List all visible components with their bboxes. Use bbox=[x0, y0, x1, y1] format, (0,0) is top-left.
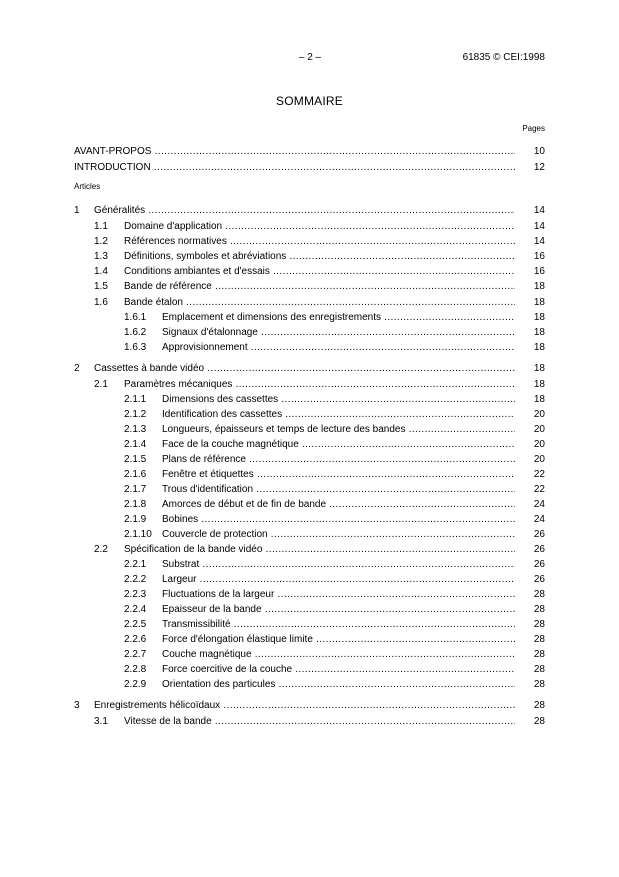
toc-entry-number: 2.2.5 bbox=[124, 619, 147, 630]
toc-entry-page: 18 bbox=[533, 342, 545, 353]
toc-entry-number: 2.2.8 bbox=[124, 664, 147, 675]
toc-entry[interactable] bbox=[0, 311, 619, 325]
toc-entry[interactable] bbox=[0, 204, 619, 218]
toc-entry-title: Orientation des particules ..... bbox=[162, 678, 515, 692]
toc-entry-title: Définitions, symboles et abréviations ..... bbox=[124, 250, 515, 264]
toc-entry-title: Couvercle de protection ..... bbox=[162, 528, 515, 542]
toc-entry[interactable] bbox=[0, 161, 619, 175]
toc-entry[interactable] bbox=[0, 453, 619, 467]
toc-entry-number: 2 bbox=[74, 363, 80, 374]
toc-entry-page: 18 bbox=[533, 281, 545, 292]
toc-entry-number: 1.6.1 bbox=[124, 312, 147, 323]
toc-entry-number: 2.1.2 bbox=[124, 409, 147, 420]
toc-entry-title: Signaux d'étalonnage ..... bbox=[162, 326, 515, 340]
toc-entry-title: INTRODUCTION ..... bbox=[74, 161, 515, 175]
toc-entry[interactable] bbox=[0, 588, 619, 602]
toc-entry[interactable] bbox=[0, 423, 619, 437]
toc-entry[interactable] bbox=[0, 498, 619, 512]
toc-entry-number: 2.1.4 bbox=[124, 439, 147, 450]
toc-entry-title: Bande de référence ..... bbox=[124, 280, 515, 294]
toc-entry-page: 24 bbox=[533, 499, 545, 510]
page-number: – 2 – bbox=[298, 52, 322, 63]
toc-entry-page: 20 bbox=[533, 409, 545, 420]
document-reference: 61835 © CEI:1998 bbox=[462, 52, 545, 63]
toc-entry-title: Bande étalon ..... bbox=[124, 296, 515, 310]
toc-entry-page: 24 bbox=[533, 514, 545, 525]
toc-entry-page: 18 bbox=[533, 327, 545, 338]
toc-entry-page: 26 bbox=[533, 529, 545, 540]
toc-entry[interactable] bbox=[0, 265, 619, 279]
toc-entry-number: 2.2.1 bbox=[124, 559, 147, 570]
toc-entry[interactable] bbox=[0, 573, 619, 587]
toc-entry-number: 1 bbox=[74, 205, 80, 216]
toc-entry[interactable] bbox=[0, 558, 619, 572]
toc-entry-title: Couche magnétique ..... bbox=[162, 648, 515, 662]
toc-entry-title: Force d'élongation élastique limite ..... bbox=[162, 633, 515, 647]
pages-column-label: Pages bbox=[522, 124, 545, 133]
toc-entry[interactable] bbox=[0, 543, 619, 557]
toc-entry-page: 28 bbox=[533, 664, 545, 675]
toc-entry-title: Références normatives ..... bbox=[124, 235, 515, 249]
toc-entry-number: 2.2.9 bbox=[124, 679, 147, 690]
toc-entry-page: 28 bbox=[533, 604, 545, 615]
toc-entry-title: Domaine d'application ..... bbox=[124, 220, 515, 234]
toc-entry[interactable] bbox=[0, 663, 619, 677]
toc-entry-number: 2.2.6 bbox=[124, 634, 147, 645]
toc-entry[interactable] bbox=[0, 603, 619, 617]
toc-entry-page: 22 bbox=[533, 484, 545, 495]
toc-entry-number: 2.2.3 bbox=[124, 589, 147, 600]
toc-entry-page: 26 bbox=[533, 574, 545, 585]
toc-entry-page: 28 bbox=[533, 619, 545, 630]
toc-entry[interactable] bbox=[0, 378, 619, 392]
toc-entry-number: 1.3 bbox=[94, 251, 108, 262]
toc-entry-page: 18 bbox=[533, 379, 545, 390]
toc-entry-number: 1.6.2 bbox=[124, 327, 147, 338]
toc-entry-page: 28 bbox=[533, 649, 545, 660]
toc-entry-title: Face de la couche magnétique ..... bbox=[162, 438, 515, 452]
toc-entry-page: 10 bbox=[533, 146, 545, 157]
toc-entry-page: 28 bbox=[533, 716, 545, 727]
toc-entry-number: 2.2.7 bbox=[124, 649, 147, 660]
toc-entry[interactable] bbox=[0, 220, 619, 234]
toc-entry-number: 2.2.2 bbox=[124, 574, 147, 585]
toc-entry-page: 18 bbox=[533, 297, 545, 308]
toc-entry-title: Dimensions des cassettes ..... bbox=[162, 393, 515, 407]
toc-entry-page: 18 bbox=[533, 394, 545, 405]
toc-entry-number: 2.2.4 bbox=[124, 604, 147, 615]
toc-entry-number: 3.1 bbox=[94, 716, 108, 727]
toc-entry[interactable] bbox=[0, 633, 619, 647]
toc-entry-title: Emplacement et dimensions des enregistrements ..... bbox=[162, 311, 515, 325]
toc-entry-title: Amorces de début et de fin de bande ..... bbox=[162, 498, 515, 512]
toc-entry-page: 26 bbox=[533, 559, 545, 570]
toc-entry-page: 18 bbox=[533, 312, 545, 323]
toc-entry-number: 2.1.3 bbox=[124, 424, 147, 435]
toc-entry-title: Substrat ..... bbox=[162, 558, 515, 572]
toc-entry[interactable] bbox=[0, 296, 619, 310]
toc-entry-title: Fluctuations de la largeur ..... bbox=[162, 588, 515, 602]
toc-entry-title: Epaisseur de la bande ..... bbox=[162, 603, 515, 617]
toc-entry-title: Force coercitive de la couche ..... bbox=[162, 663, 515, 677]
toc-entry[interactable] bbox=[0, 235, 619, 249]
toc-entry-number: 3 bbox=[74, 700, 80, 711]
toc-entry-page: 26 bbox=[533, 544, 545, 555]
toc-entry[interactable] bbox=[0, 145, 619, 159]
toc-entry-page: 28 bbox=[533, 589, 545, 600]
toc-entry-page: 22 bbox=[533, 469, 545, 480]
toc-entry[interactable] bbox=[0, 483, 619, 497]
toc-entry-number: 1.1 bbox=[94, 221, 108, 232]
toc-entry-number: 2.1 bbox=[94, 379, 108, 390]
toc-entry-page: 14 bbox=[533, 236, 545, 247]
toc-entry-number: 2.1.5 bbox=[124, 454, 147, 465]
toc-entry-number: 2.1.10 bbox=[124, 529, 152, 540]
toc-entry[interactable] bbox=[0, 362, 619, 376]
articles-label: Articles bbox=[74, 182, 101, 191]
toc-entry[interactable] bbox=[0, 341, 619, 355]
toc-entry-page: 12 bbox=[533, 162, 545, 173]
toc-entry-page: 20 bbox=[533, 454, 545, 465]
toc-entry-page: 28 bbox=[533, 634, 545, 645]
toc-entry[interactable] bbox=[0, 528, 619, 542]
toc-entry[interactable] bbox=[0, 513, 619, 527]
toc-entry-number: 2.1.1 bbox=[124, 394, 147, 405]
toc-entry[interactable] bbox=[0, 280, 619, 294]
toc-entry[interactable] bbox=[0, 678, 619, 692]
toc-entry[interactable] bbox=[0, 715, 619, 729]
toc-entry-number: 1.6 bbox=[94, 297, 108, 308]
toc-entry-page: 28 bbox=[533, 700, 545, 711]
toc-entry[interactable] bbox=[0, 618, 619, 632]
toc-entry-page: 18 bbox=[533, 363, 545, 374]
toc-entry[interactable] bbox=[0, 326, 619, 340]
toc-entry-title: Cassettes à bande vidéo ..... bbox=[94, 362, 515, 376]
toc-entry-title: Approvisionnement ..... bbox=[162, 341, 515, 355]
toc-entry-title: AVANT-PROPOS ..... bbox=[74, 145, 515, 159]
toc-entry-page: 16 bbox=[533, 266, 545, 277]
toc-entry-page: 16 bbox=[533, 251, 545, 262]
toc-entry-page: 20 bbox=[533, 424, 545, 435]
toc-entry[interactable] bbox=[0, 250, 619, 264]
toc-entry[interactable] bbox=[0, 648, 619, 662]
toc-entry-page: 20 bbox=[533, 439, 545, 450]
toc-entry-title: Bobines ..... bbox=[162, 513, 515, 527]
toc-entry-page: 28 bbox=[533, 679, 545, 690]
toc-entry-page: 14 bbox=[533, 221, 545, 232]
toc-entry-title: Fenêtre et étiquettes ..... bbox=[162, 468, 515, 482]
toc-entry-title: Plans de référence ..... bbox=[162, 453, 515, 467]
toc-entry-title: Enregistrements hélicoïdaux ..... bbox=[94, 699, 515, 713]
toc-entry-number: 2.2 bbox=[94, 544, 108, 555]
toc-entry-title: Généralités ..... bbox=[94, 204, 515, 218]
toc-entry[interactable] bbox=[0, 438, 619, 452]
toc-entry-number: 2.1.7 bbox=[124, 484, 147, 495]
page-title: SOMMAIRE bbox=[276, 94, 343, 108]
toc-entry-title: Longueurs, épaisseurs et temps de lecture des bandes ..... bbox=[162, 423, 515, 437]
toc-entry-title: Paramètres mécaniques ..... bbox=[124, 378, 515, 392]
toc-entry-title: Conditions ambiantes et d'essais ..... bbox=[124, 265, 515, 279]
toc-entry-title: Spécification de la bande vidéo ..... bbox=[124, 543, 515, 557]
toc-entry-number: 2.1.8 bbox=[124, 499, 147, 510]
toc-entry-number: 2.1.9 bbox=[124, 514, 147, 525]
toc-entry-title: Transmissibilité ..... bbox=[162, 618, 515, 632]
toc-entry[interactable] bbox=[0, 699, 619, 713]
toc-entry[interactable] bbox=[0, 393, 619, 407]
toc-entry-title: Identification des cassettes ..... bbox=[162, 408, 515, 422]
toc-entry-number: 1.4 bbox=[94, 266, 108, 277]
toc-entry-number: 1.6.3 bbox=[124, 342, 147, 353]
toc-entry-number: 1.5 bbox=[94, 281, 108, 292]
toc-entry-title: Vitesse de la bande ..... bbox=[124, 715, 515, 729]
toc-entry-title: Largeur ..... bbox=[162, 573, 515, 587]
toc-entry-number: 1.2 bbox=[94, 236, 108, 247]
toc-entry-title: Trous d'identification ..... bbox=[162, 483, 515, 497]
toc-entry[interactable] bbox=[0, 408, 619, 422]
toc-entry-page: 14 bbox=[533, 205, 545, 216]
toc-entry-number: 2.1.6 bbox=[124, 469, 147, 480]
toc-entry[interactable] bbox=[0, 468, 619, 482]
